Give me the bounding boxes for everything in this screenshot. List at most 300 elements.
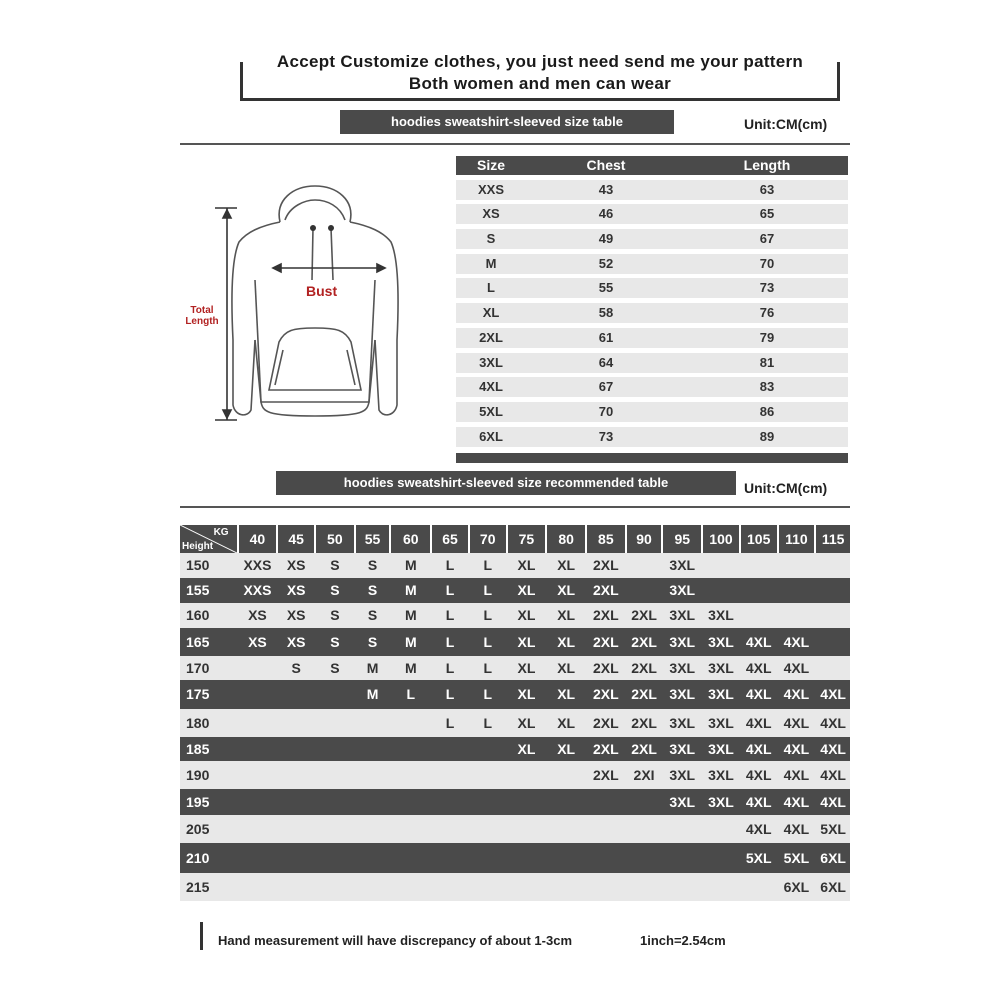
size-recommend-cell (278, 873, 314, 901)
size-recommend-cell: 3XL (669, 741, 696, 757)
size-recommend-cell: 2XL (592, 715, 619, 731)
length-cell: 83 (759, 379, 775, 395)
size-recommend-cell: 6XL (820, 850, 846, 866)
size-recommend-cell: 3XL (708, 660, 734, 676)
weight-header-45: 45 (278, 525, 314, 553)
length-cell: 67 (759, 231, 775, 247)
weight-header-90: 90 (627, 525, 662, 553)
size-recommend-cell (470, 843, 506, 873)
size-recommend-cell: XL (557, 634, 576, 650)
length-cell: 70 (759, 255, 775, 271)
size-recommend-cell (356, 789, 390, 815)
size-recommend-cell (432, 873, 468, 901)
chest-cell: 73 (598, 428, 614, 444)
size-recommend-cell: L (483, 582, 492, 598)
size-recommend-cell (547, 815, 585, 843)
size-recommend-cell (391, 709, 430, 737)
height-cell: 180 (186, 715, 210, 731)
size-recommend-cell (816, 603, 850, 628)
size-recommend-cell: 4XL (820, 686, 846, 702)
size-recommend-cell: 2XL (631, 660, 657, 676)
size-table-unit: Unit:CM(cm) (744, 116, 828, 132)
size-recommend-cell: XL (517, 607, 536, 623)
size-recommend-cell: 4XL (783, 741, 810, 757)
size-recommend-cell (587, 873, 625, 901)
size-recommend-cell: M (404, 660, 417, 676)
size-recommend-cell: M (404, 582, 417, 598)
size-recommend-cell: 4XL (783, 767, 810, 783)
size-recommend-cell: 3XL (708, 794, 734, 810)
size-table-row (456, 377, 848, 397)
size-recommend-cell: XS (248, 607, 267, 623)
size-recommend-cell: 4XL (820, 741, 846, 757)
bust-arrow-icon (273, 264, 385, 272)
size-recommend-cell: 6XL (820, 879, 846, 895)
size-recommend-cell: 3XL (708, 607, 734, 623)
size-recommend-cell: 4XL (745, 821, 772, 837)
size-recommend-cell (703, 578, 739, 603)
size-recommend-cell: 3XL (669, 767, 696, 783)
size-recommend-cell: 3XL (669, 607, 696, 623)
size-recommend-cell: 2XL (592, 767, 619, 783)
size-recommend-cell (779, 603, 815, 628)
weight-header-60: 60 (391, 525, 430, 553)
height-cell: 160 (186, 607, 210, 623)
size-recommend-cell (239, 873, 277, 901)
total-length-label (184, 305, 220, 327)
size-recommend-cell: 3XL (669, 794, 696, 810)
size-recommend-cell: 6XL (783, 879, 810, 895)
length-cell: 79 (759, 329, 775, 345)
size-recommend-cell: L (445, 660, 455, 676)
size-recommend-cell (278, 789, 314, 815)
size-recommend-cell: 2XL (631, 607, 657, 623)
size-recommend-cell: 2XL (592, 660, 619, 676)
size-recommend-cell: L (445, 607, 455, 623)
size-recommend-cell: XXS (243, 582, 272, 598)
size-table-row (456, 353, 848, 373)
size-recommend-cell: 3XL (708, 715, 734, 731)
size-recommend-cell (391, 761, 430, 789)
size-recommend-cell: 4XL (783, 634, 810, 650)
size-recommend-cell: S (367, 607, 378, 623)
size-recommend-cell: S (330, 557, 340, 573)
size-table-body (456, 180, 848, 447)
weight-header-50: 50 (316, 525, 354, 553)
size-recommend-cell: 4XL (745, 660, 772, 676)
size-table-title: hoodies sweatshirt-sleeved size table (340, 110, 674, 134)
size-recommend-cell: 3XL (708, 741, 734, 757)
total-label: Total (190, 305, 214, 316)
weight-header-110: 110 (779, 525, 815, 553)
size-recommend-cell: 2XL (592, 607, 619, 623)
size-recommend-cell: 3XL (708, 634, 734, 650)
size-table-row (456, 278, 848, 298)
size-recommend-cell (356, 843, 390, 873)
size-recommend-cell (316, 709, 354, 737)
recommend-row-180 (180, 709, 850, 737)
length-cell: 89 (759, 428, 775, 444)
size-recommend-cell (356, 737, 390, 761)
size-recommend-cell (703, 873, 739, 901)
headline-wear: Both women and men can wear (408, 74, 672, 93)
size-recommend-cell (703, 815, 739, 843)
size-recommend-cell: 2XL (592, 557, 619, 573)
col-chest: Chest (586, 157, 626, 173)
size-recommend-cell: 2XL (631, 686, 657, 702)
size-recommend-cell (432, 737, 468, 761)
size-recommend-cell: 4XL (783, 821, 810, 837)
size-recommend-cell: 4XL (820, 715, 846, 731)
size-recommend-cell: M (404, 557, 417, 573)
size-recommend-cell (627, 578, 662, 603)
size-recommend-cell: M (404, 634, 417, 650)
size-recommend-cell: 5XL (745, 850, 772, 866)
weight-header-95: 95 (663, 525, 701, 553)
size-recommend-cell: L (483, 660, 492, 676)
size-recommend-cell (779, 578, 815, 603)
size-recommend-cell (547, 761, 585, 789)
size-recommend-cell: 3XL (669, 557, 696, 573)
size-recommend-cell (432, 815, 468, 843)
size-recommend-cell (663, 815, 701, 843)
length-cell: 73 (759, 280, 775, 296)
height-cell: 170 (186, 660, 210, 676)
size-cell: 5XL (479, 403, 503, 419)
recommend-table-header (180, 525, 850, 553)
size-recommend-cell (239, 737, 277, 761)
height-cell: 150 (186, 557, 210, 573)
chest-cell: 70 (598, 403, 614, 419)
weight-header-100: 100 (703, 525, 739, 553)
size-recommend-cell: 3XL (669, 715, 696, 731)
size-recommend-cell (356, 873, 390, 901)
size-recommend-cell: XL (557, 686, 576, 702)
size-recommend-cell (316, 873, 354, 901)
chest-cell: 58 (598, 305, 614, 321)
size-recommend-cell: 4XL (745, 686, 772, 702)
size-recommend-cell: L (445, 634, 455, 650)
size-recommend-cell: 4XL (783, 686, 810, 702)
size-cell: M (485, 255, 497, 271)
recommend-table-title: hoodies sweatshirt-sleeved size recommended table (276, 471, 736, 495)
size-recommend-cell: XL (517, 582, 536, 598)
size-cell: S (486, 231, 496, 247)
size-recommend-cell: 5XL (783, 850, 810, 866)
size-table-row (456, 402, 848, 422)
size-table-row (456, 180, 848, 200)
size-recommend-cell: L (483, 686, 492, 702)
size-recommend-cell: XL (517, 686, 536, 702)
size-recommend-cell (316, 815, 354, 843)
recommend-row-155 (180, 578, 850, 603)
size-recommend-cell (663, 873, 701, 901)
size-recommend-cell (356, 709, 390, 737)
size-recommend-cell (470, 789, 506, 815)
hoodie-outline-icon (232, 186, 398, 416)
size-recommend-cell: 5XL (820, 821, 846, 837)
recommend-row-190 (180, 761, 850, 789)
drawstring-hole-right-icon (328, 225, 334, 231)
size-recommend-cell: S (330, 634, 340, 650)
height-cell: 175 (186, 686, 210, 702)
size-recommend-cell: XL (557, 557, 576, 573)
col-size: Size (476, 157, 505, 173)
size-recommend-cell (278, 737, 314, 761)
size-table-header (456, 156, 848, 175)
recommend-row-210 (180, 843, 850, 873)
size-recommend-cell: XS (286, 607, 306, 623)
size-recommend-cell: 2XL (631, 634, 657, 650)
size-recommend-cell: L (445, 557, 455, 573)
size-recommend-cell (627, 873, 662, 901)
height-cell: 195 (186, 794, 210, 810)
col-length: Length (743, 157, 791, 173)
size-recommend-cell: M (366, 660, 379, 676)
weight-header-105: 105 (741, 525, 777, 553)
length-cell: 76 (759, 305, 775, 321)
size-recommend-cell (278, 843, 314, 873)
size-recommend-cell: S (367, 634, 378, 650)
size-recommend-cell (356, 761, 390, 789)
size-recommend-cell (432, 761, 468, 789)
size-recommend-cell: 4XL (783, 715, 810, 731)
footer-note-inch: 1inch=2.54cm (640, 933, 726, 948)
size-recommend-cell (741, 603, 777, 628)
size-recommend-cell: L (406, 686, 416, 702)
size-recommend-cell: L (445, 686, 455, 702)
size-recommend-cell (278, 680, 314, 709)
size-table-row (456, 427, 848, 447)
header-bracket (240, 62, 840, 101)
footer-bar (200, 922, 203, 950)
size-recommend-cell (741, 578, 777, 603)
size-recommend-cell (316, 761, 354, 789)
weight-header-85: 85 (587, 525, 625, 553)
size-recommend-cell: XL (557, 715, 576, 731)
size-recommend-cell: 2XL (592, 634, 619, 650)
size-cell: XS (482, 206, 500, 222)
size-recommend-cell (432, 843, 468, 873)
chest-cell: 52 (598, 255, 614, 271)
size-recommend-cell (627, 815, 662, 843)
size-recommend-cell: XL (557, 582, 576, 598)
height-cell: 205 (186, 821, 210, 837)
size-recommend-cell (316, 680, 354, 709)
size-recommend-cell (508, 843, 546, 873)
size-table (456, 156, 848, 463)
size-recommend-cell: S (330, 660, 340, 676)
recommend-row-165 (180, 628, 850, 656)
size-recommend-cell (391, 815, 430, 843)
size-recommend-cell (470, 761, 506, 789)
size-recommend-cell (816, 553, 850, 578)
recommend-row-215 (180, 873, 850, 901)
size-recommend-cell (391, 737, 430, 761)
size-recommend-cell: 3XL (669, 686, 696, 702)
size-recommend-cell (391, 843, 430, 873)
size-recommend-cell: XXS (243, 557, 272, 573)
size-cell: 6XL (479, 428, 503, 444)
size-recommend-cell: 4XL (783, 660, 810, 676)
chest-cell: 55 (598, 280, 614, 296)
size-recommend-cell: XL (517, 660, 536, 676)
size-recommend-cell: 3XL (708, 767, 734, 783)
size-recommend-cell (316, 789, 354, 815)
size-recommend-cell (278, 709, 314, 737)
size-recommend-cell (239, 789, 277, 815)
size-recommend-cell: M (366, 686, 379, 702)
chest-cell: 49 (598, 231, 614, 247)
size-recommend-cell: XS (286, 557, 306, 573)
size-recommend-cell (587, 789, 625, 815)
size-recommend-cell: S (330, 607, 340, 623)
length-cell: 65 (759, 206, 775, 222)
height-cell: 215 (186, 879, 210, 895)
size-cell: L (487, 280, 495, 296)
size-recommend-cell (470, 873, 506, 901)
recommend-row-160 (180, 603, 850, 628)
recommend-table-corner (180, 525, 237, 553)
height-cell: 155 (186, 582, 210, 598)
recommend-row-185 (180, 737, 850, 761)
weight-header-80: 80 (547, 525, 585, 553)
size-table-row (456, 303, 848, 323)
size-table-row (456, 229, 848, 249)
size-recommend-cell (816, 628, 850, 656)
recommend-row-195 (180, 789, 850, 815)
size-cell: 3XL (479, 354, 503, 370)
size-recommend-cell: XL (517, 741, 536, 757)
size-cell: 4XL (479, 379, 503, 395)
size-recommend-cell: 2XI (633, 767, 655, 783)
size-recommend-cell (470, 815, 506, 843)
size-recommend-cell: 3XL (669, 660, 696, 676)
size-recommend-cell: S (367, 557, 378, 573)
bust-label: Bust (306, 283, 338, 299)
size-cell: XL (482, 305, 500, 321)
footer-note-discrepancy: Hand measurement will have discrepancy of about 1-3cm (218, 933, 573, 948)
corner-kg-label: KG (213, 527, 229, 538)
size-recommend-cell (663, 843, 701, 873)
drawstring-hole-left-icon (310, 225, 316, 231)
height-cell: 185 (186, 741, 210, 757)
chest-cell: 64 (598, 354, 614, 370)
size-recommend-cell (816, 656, 850, 680)
size-recommend-cell: 2XL (631, 715, 657, 731)
length-cell: 86 (759, 403, 775, 419)
size-recommend-cell: XL (517, 715, 536, 731)
size-recommend-cell (508, 873, 546, 901)
recommend-row-150 (180, 553, 850, 578)
chest-cell: 43 (598, 181, 614, 197)
height-cell: 165 (186, 634, 210, 650)
length-cell: 81 (759, 354, 775, 370)
recommend-table-body (180, 553, 850, 901)
weight-header-40: 40 (239, 525, 277, 553)
length-label: Length (185, 316, 219, 327)
size-recommend-cell (587, 843, 625, 873)
weight-header-55: 55 (356, 525, 390, 553)
size-recommend-cell: 2XL (592, 686, 619, 702)
weight-header-70: 70 (470, 525, 506, 553)
size-recommend-cell: XS (248, 634, 267, 650)
size-recommend-cell: 3XL (708, 686, 734, 702)
size-recommend-cell (779, 553, 815, 578)
size-recommend-cell (316, 737, 354, 761)
size-recommend-cell (703, 843, 739, 873)
chest-cell: 61 (598, 329, 614, 345)
size-recommend-cell: 4XL (783, 794, 810, 810)
size-recommend-cell (508, 761, 546, 789)
size-recommend-cell: XS (286, 634, 306, 650)
size-recommend-cell (547, 843, 585, 873)
size-recommend-cell (587, 815, 625, 843)
size-recommend-cell (816, 578, 850, 603)
size-recommend-cell (356, 815, 390, 843)
size-recommend-cell: 2XL (631, 741, 657, 757)
size-recommend-cell (547, 789, 585, 815)
size-recommend-cell (239, 709, 277, 737)
size-recommend-cell (239, 843, 277, 873)
size-recommend-cell: 4XL (745, 794, 772, 810)
weight-header-65: 65 (432, 525, 468, 553)
chest-cell: 67 (598, 379, 614, 395)
size-recommend-cell (278, 761, 314, 789)
size-recommend-cell: S (330, 582, 340, 598)
chest-cell: 46 (598, 206, 614, 222)
size-recommend-cell: S (367, 582, 378, 598)
size-recommend-cell: 3XL (669, 582, 696, 598)
recommend-row-205 (180, 815, 850, 843)
divider-top (180, 143, 850, 145)
size-table-row (456, 204, 848, 224)
size-recommend-cell: XL (517, 634, 536, 650)
size-recommend-cell: XL (557, 607, 576, 623)
size-recommend-cell (316, 843, 354, 873)
size-recommend-cell: 3XL (669, 634, 696, 650)
size-recommend-cell (741, 873, 777, 901)
recommend-table (180, 525, 850, 901)
recommend-row-170 (180, 656, 850, 680)
length-cell: 63 (759, 181, 775, 197)
size-recommend-cell (703, 553, 739, 578)
size-recommend-cell: L (483, 634, 492, 650)
size-table-footer-bar (456, 453, 848, 463)
size-recommend-cell: L (445, 582, 455, 598)
recommend-table-unit: Unit:CM(cm) (744, 480, 828, 496)
size-recommend-cell (239, 680, 277, 709)
size-recommend-cell (627, 553, 662, 578)
size-cell: 2XL (479, 329, 503, 345)
size-recommend-cell: XS (286, 582, 306, 598)
recommend-row-175 (180, 680, 850, 709)
size-table-row (456, 254, 848, 274)
size-recommend-cell (391, 873, 430, 901)
weight-header-75: 75 (508, 525, 546, 553)
corner-height-label: Height (182, 541, 214, 552)
size-recommend-cell: S (291, 660, 301, 676)
size-recommend-cell (508, 789, 546, 815)
size-recommend-cell: L (483, 715, 492, 731)
size-recommend-cell: XL (557, 741, 576, 757)
size-recommend-cell: 4XL (745, 741, 772, 757)
size-recommend-cell: 4XL (745, 715, 772, 731)
size-cell: XXS (477, 181, 504, 197)
size-recommend-cell (391, 789, 430, 815)
size-recommend-cell: 4XL (745, 634, 772, 650)
headline-customize: Accept Customize clothes, you just need send me your pattern (276, 52, 804, 71)
